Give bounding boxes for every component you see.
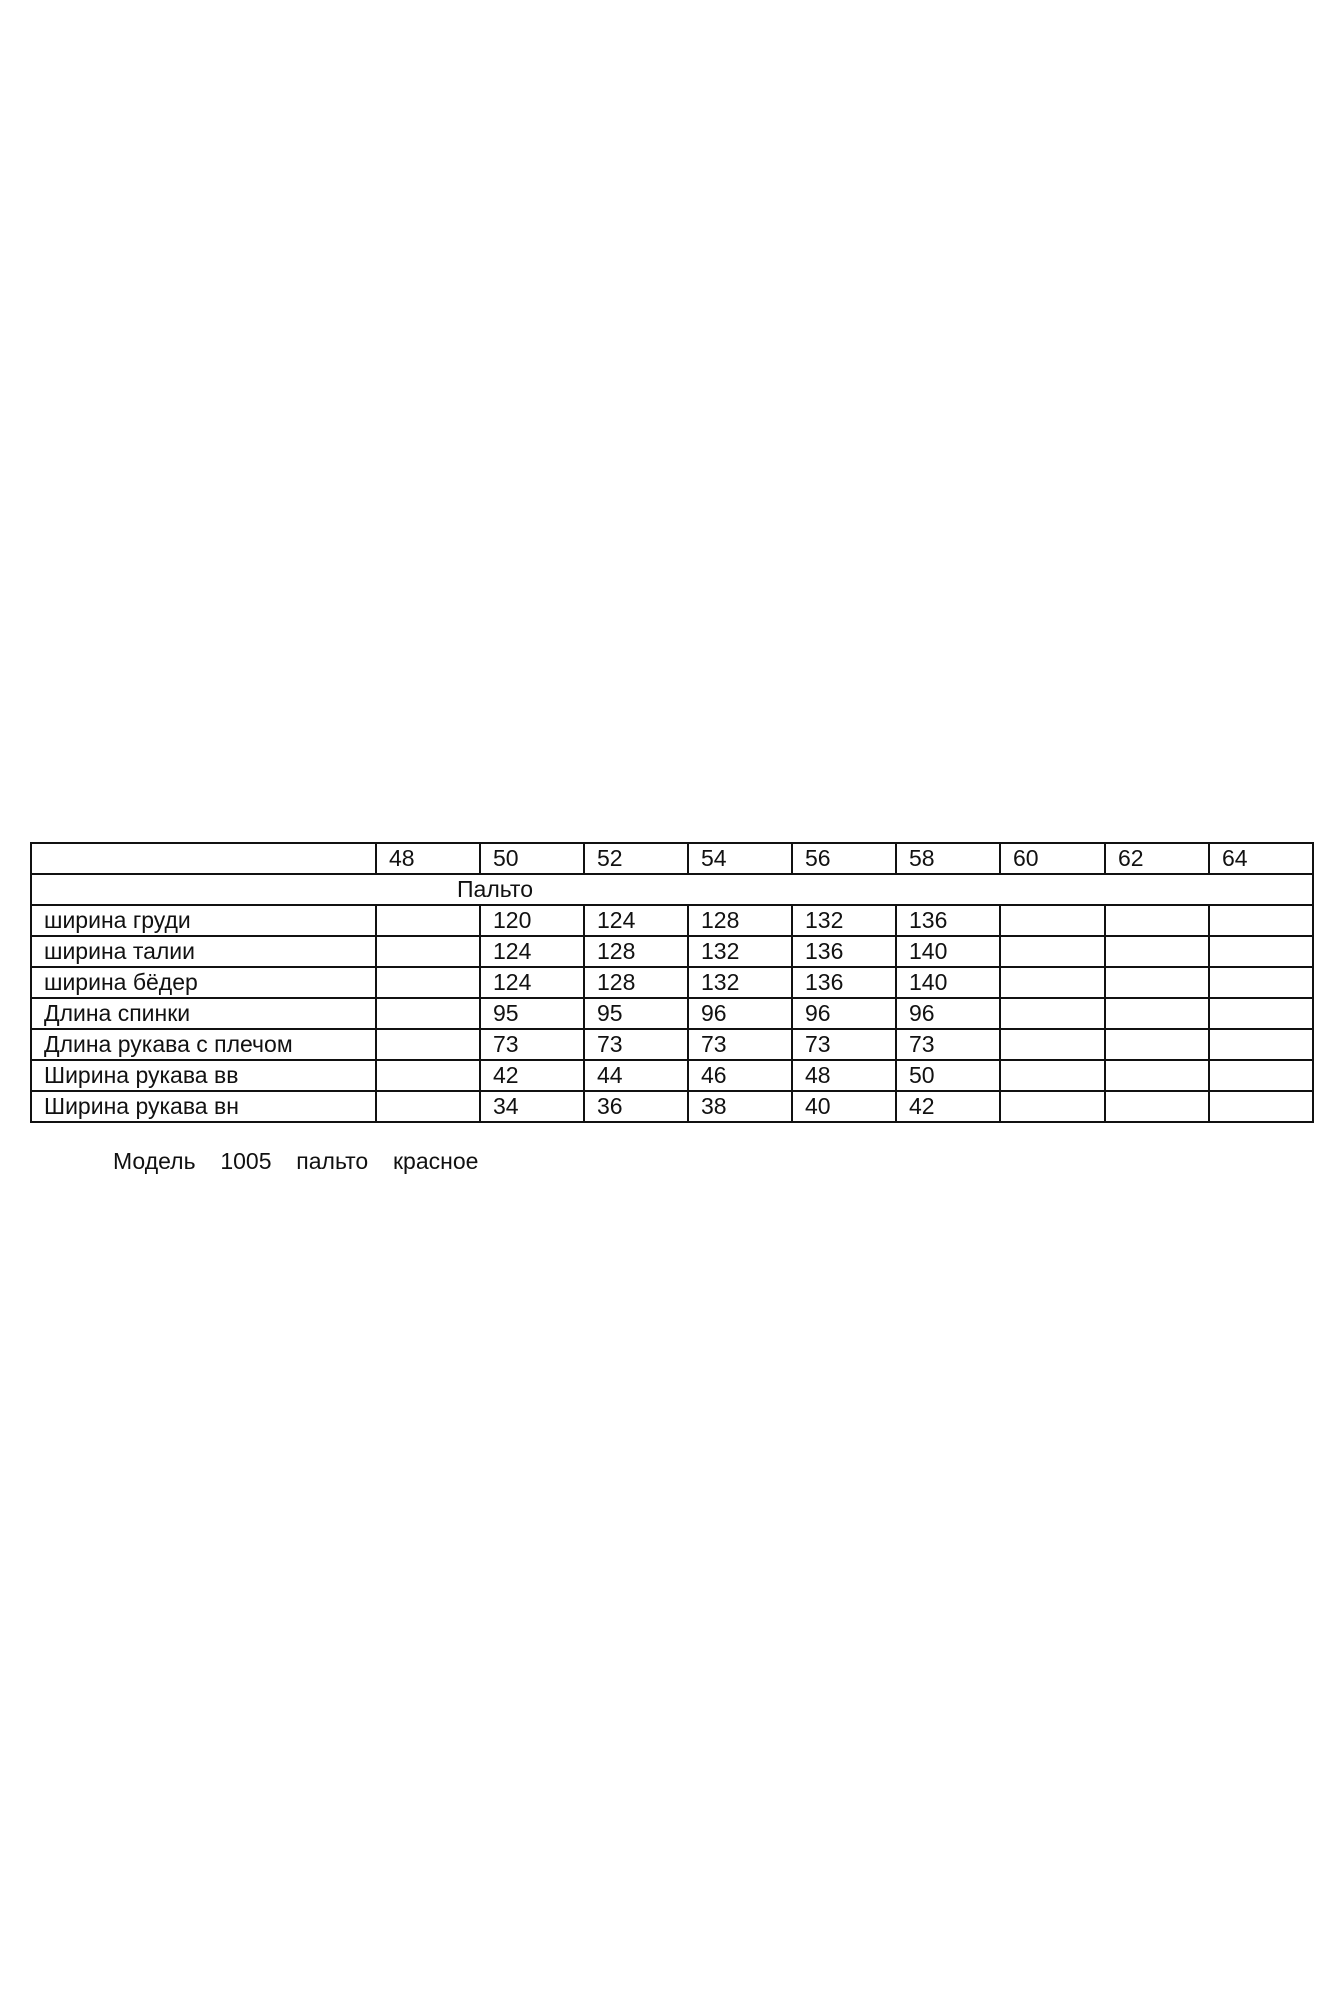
measurement-label: ширина груди xyxy=(31,905,376,936)
measurement-value: 73 xyxy=(480,1029,584,1060)
measurement-value: 36 xyxy=(584,1091,688,1122)
measurement-value xyxy=(1105,998,1209,1029)
measurement-value: 34 xyxy=(480,1091,584,1122)
measurement-value: 38 xyxy=(688,1091,792,1122)
measurement-value: 50 xyxy=(896,1060,1000,1091)
measurement-value: 124 xyxy=(480,936,584,967)
measurement-value xyxy=(1000,1029,1105,1060)
measurement-value xyxy=(1000,905,1105,936)
measurement-value: 95 xyxy=(480,998,584,1029)
measurement-value xyxy=(1105,1091,1209,1122)
header-corner-cell xyxy=(31,843,376,874)
measurement-value: 128 xyxy=(584,967,688,998)
size-header-cell: 58 xyxy=(896,843,1000,874)
measurement-value xyxy=(1209,967,1313,998)
measurement-value: 136 xyxy=(896,905,1000,936)
measurement-value: 46 xyxy=(688,1060,792,1091)
measurement-value: 48 xyxy=(792,1060,896,1091)
measurement-row xyxy=(31,1091,1313,1122)
measurement-value: 96 xyxy=(792,998,896,1029)
measurement-value: 96 xyxy=(896,998,1000,1029)
measurement-label: Ширина рукава вн xyxy=(31,1091,376,1122)
size-header-cell: 62 xyxy=(1105,843,1209,874)
size-table xyxy=(30,842,1314,1123)
measurement-value xyxy=(1105,1060,1209,1091)
measurement-label: ширина талии xyxy=(31,936,376,967)
size-header-cell: 56 xyxy=(792,843,896,874)
measurement-value xyxy=(1000,967,1105,998)
measurement-value xyxy=(1000,998,1105,1029)
size-header-cell: 48 xyxy=(376,843,480,874)
measurement-value: 128 xyxy=(584,936,688,967)
measurement-value xyxy=(1209,1029,1313,1060)
section-title-row xyxy=(31,874,1313,905)
measurement-value xyxy=(1209,998,1313,1029)
section-title: Пальто xyxy=(31,874,1313,905)
measurement-value: 40 xyxy=(792,1091,896,1122)
measurement-value: 73 xyxy=(584,1029,688,1060)
measurement-value: 136 xyxy=(792,936,896,967)
measurement-value: 42 xyxy=(480,1060,584,1091)
measurement-value: 96 xyxy=(688,998,792,1029)
measurement-value: 73 xyxy=(896,1029,1000,1060)
model-caption: Модель 1005 пальто красное xyxy=(113,1148,479,1174)
measurement-value: 73 xyxy=(792,1029,896,1060)
measurement-value: 128 xyxy=(688,905,792,936)
measurement-value xyxy=(376,905,480,936)
measurement-row xyxy=(31,905,1313,936)
measurement-value xyxy=(376,1060,480,1091)
measurement-label: Длина спинки xyxy=(31,998,376,1029)
measurement-value xyxy=(1209,936,1313,967)
measurement-row xyxy=(31,936,1313,967)
size-header-cell: 52 xyxy=(584,843,688,874)
measurement-value: 132 xyxy=(792,905,896,936)
size-header-cell: 64 xyxy=(1209,843,1313,874)
measurement-value xyxy=(1209,1060,1313,1091)
measurement-value xyxy=(1105,936,1209,967)
size-header-cell: 50 xyxy=(480,843,584,874)
measurement-value: 132 xyxy=(688,967,792,998)
measurement-value xyxy=(376,936,480,967)
measurement-row xyxy=(31,1029,1313,1060)
measurement-value: 42 xyxy=(896,1091,1000,1122)
measurement-value: 120 xyxy=(480,905,584,936)
size-header-cell: 54 xyxy=(688,843,792,874)
measurement-value: 124 xyxy=(480,967,584,998)
measurement-value: 140 xyxy=(896,967,1000,998)
measurement-value: 140 xyxy=(896,936,1000,967)
measurement-value xyxy=(1209,905,1313,936)
measurement-value: 44 xyxy=(584,1060,688,1091)
measurement-value xyxy=(1105,967,1209,998)
measurement-value xyxy=(1000,1060,1105,1091)
measurement-label: ширина бёдер xyxy=(31,967,376,998)
measurement-value xyxy=(1105,905,1209,936)
measurement-value xyxy=(1209,1091,1313,1122)
measurement-value xyxy=(376,1091,480,1122)
measurement-value: 95 xyxy=(584,998,688,1029)
size-header-row xyxy=(31,843,1313,874)
measurement-value xyxy=(1105,1029,1209,1060)
measurement-label: Длина рукава с плечом xyxy=(31,1029,376,1060)
measurement-value: 73 xyxy=(688,1029,792,1060)
measurement-row xyxy=(31,967,1313,998)
measurement-value xyxy=(376,1029,480,1060)
size-header-cell: 60 xyxy=(1000,843,1105,874)
measurement-value xyxy=(1000,1091,1105,1122)
measurement-row xyxy=(31,1060,1313,1091)
measurement-label: Ширина рукава вв xyxy=(31,1060,376,1091)
measurement-value: 132 xyxy=(688,936,792,967)
measurement-value xyxy=(376,967,480,998)
measurement-value xyxy=(376,998,480,1029)
size-table-body xyxy=(31,843,1313,1122)
measurement-row xyxy=(31,998,1313,1029)
measurement-value xyxy=(1000,936,1105,967)
measurement-value: 124 xyxy=(584,905,688,936)
measurement-value: 136 xyxy=(792,967,896,998)
